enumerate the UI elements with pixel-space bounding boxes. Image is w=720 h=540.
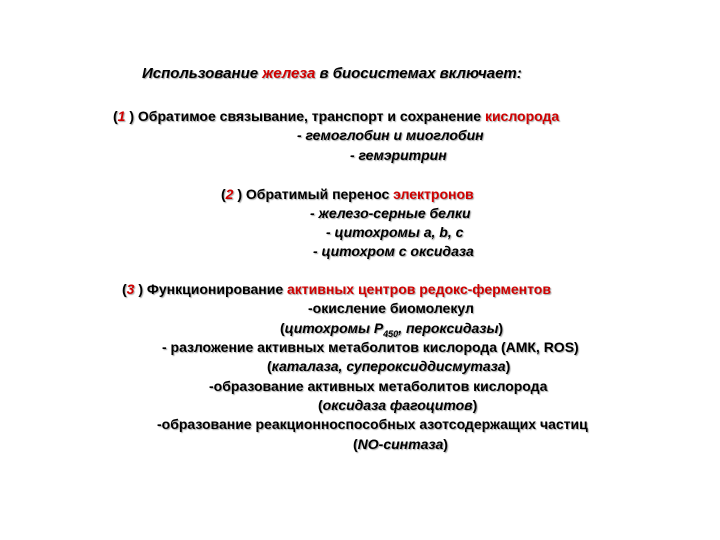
section-2-highlight: электронов <box>393 186 474 202</box>
section-3-open-paren: ( <box>122 281 127 297</box>
section-3-item-2-italic: цитохромы P <box>284 320 384 336</box>
section-3-item-4-open: ( <box>267 358 272 374</box>
section-1-close-paren: ) <box>125 108 135 124</box>
section-3-item-4-close: ) <box>505 358 511 374</box>
section-3-item-2 <box>280 320 504 339</box>
section-2-item-2: - цитохромы a, b, c <box>326 224 464 240</box>
section-3-item-8 <box>353 436 448 452</box>
section-1-heading <box>113 108 559 124</box>
section-3-item-2-rest: , пероксидазы <box>398 320 499 336</box>
section-3-number: 3 <box>126 281 135 297</box>
section-3-item-2-open: ( <box>280 320 285 336</box>
title-suffix: в биосистемах включает: <box>315 65 522 82</box>
section-3-close-paren: ) <box>134 281 144 297</box>
section-2-item-3: - цитохром с оксидаза <box>313 243 474 259</box>
section-3-item-8-close: ) <box>443 436 448 452</box>
section-2-open-paren: ( <box>221 186 226 202</box>
section-3-item-6-close: ) <box>472 397 478 413</box>
section-2-lead: Обратимый перенос <box>242 186 394 202</box>
section-3-item-6-open: ( <box>318 397 323 413</box>
section-3-item-8-open: ( <box>353 436 358 452</box>
title-highlight: железа <box>262 65 316 82</box>
section-3-item-8-italic: NO-синтаза <box>357 436 444 452</box>
section-3-item-4 <box>267 358 510 374</box>
section-3-item-5: -образование активных метаболитов кислорода <box>209 378 548 394</box>
section-2-heading <box>221 186 474 202</box>
section-3-item-2-close: ) <box>498 320 504 336</box>
page-title <box>142 66 522 82</box>
section-2-number: 2 <box>225 186 234 202</box>
section-1-open-paren: ( <box>113 108 118 124</box>
section-3-heading <box>122 281 551 297</box>
section-2-close-paren: ) <box>233 186 243 202</box>
section-1-item-1: - гемоглобин и миоглобин <box>297 127 484 143</box>
section-3-item-4-italic: каталаза, супероксиддисмутаза <box>271 358 506 374</box>
section-3-item-1: -окисление биомолекул <box>308 300 474 316</box>
section-2-item-1: - железо-серные белки <box>310 205 471 221</box>
section-3-item-3: - разложение активных метаболитов кислорода (АМК, ROS) <box>162 339 579 355</box>
title-prefix: Использование <box>142 65 263 82</box>
section-3-item-6 <box>318 397 477 413</box>
section-3-item-6-italic: оксидаза фагоцитов <box>322 397 473 413</box>
section-3-item-2-subscript: 450 <box>383 328 399 339</box>
section-3-highlight: активных центров редокс-ферментов <box>287 281 551 297</box>
section-1-item-2: - гемэритрин <box>350 147 447 163</box>
section-1-number: 1 <box>117 108 126 124</box>
section-1-lead: Обратимое связывание, транспорт и сохранение <box>134 108 485 124</box>
section-1-highlight: кислорода <box>484 108 560 124</box>
section-3-lead: Функционирование <box>143 281 287 297</box>
section-3-item-7: -образование реакционноспособных азотсодержащих частиц <box>157 416 588 432</box>
